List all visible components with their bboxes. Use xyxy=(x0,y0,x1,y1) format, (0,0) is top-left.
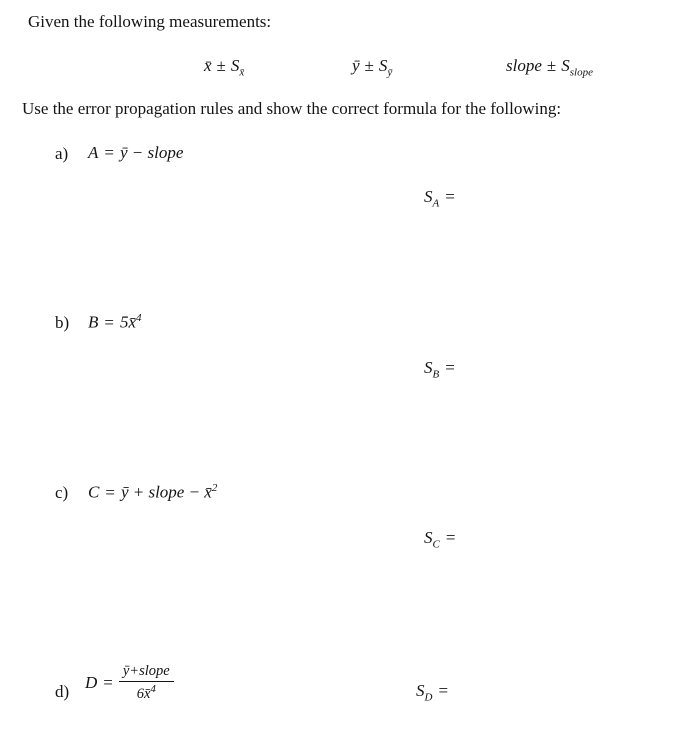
problem-a-s-base: S xyxy=(424,187,433,206)
problem-d-s-sub: D xyxy=(424,691,433,704)
problem-d-lhs: D xyxy=(85,672,98,692)
plus-minus-sign: ± xyxy=(364,56,374,75)
problem-b-s-base: S xyxy=(424,358,433,377)
measurement-slope-uncertainty: S xyxy=(561,56,570,75)
problem-d-answer-label xyxy=(416,681,448,703)
problem-d-s-base: S xyxy=(416,681,425,700)
problem-b-label: b) xyxy=(55,313,70,332)
measurement-y-value: ȳ xyxy=(352,56,360,75)
problem-a-lhs: A xyxy=(88,143,99,162)
problem-d-formula xyxy=(85,662,174,703)
problem-d-fraction xyxy=(119,662,174,703)
problem-c-formula xyxy=(88,482,217,503)
intro-text: Given the following measurements: xyxy=(28,12,272,31)
problem-d-label: d) xyxy=(55,682,70,701)
measurement-y-uncertainty-sub: ȳ xyxy=(387,66,393,79)
equals-sign: = xyxy=(104,312,114,332)
problem-c-rhs: ȳ + slope − x̄ xyxy=(120,482,212,502)
problem-d-denominator-base: 6x̄ xyxy=(136,685,151,702)
problem-b-rhs: 5x̄ xyxy=(119,312,137,332)
measurement-slope-uncertainty-sub: slope xyxy=(569,66,593,79)
equals-sign: = xyxy=(103,672,113,692)
problem-d-denominator-exponent: 4 xyxy=(150,683,156,696)
problem-b-rhs-exponent: 4 xyxy=(136,312,142,324)
equals-sign: = xyxy=(104,143,114,162)
instruction-text: Use the error propagation rules and show the correct formula for the following: xyxy=(22,99,562,118)
plus-minus-sign: ± xyxy=(216,56,226,75)
problem-c-answer-label xyxy=(424,528,455,550)
measurement-y-uncertainty: S xyxy=(378,56,388,75)
problem-a-answer-label xyxy=(424,187,455,209)
measurement-y xyxy=(352,56,392,78)
problem-b-answer-label xyxy=(424,358,455,380)
problem-c-lhs: C xyxy=(88,482,100,502)
measurement-slope-value: slope xyxy=(506,56,542,75)
measurement-x-value: x̄ xyxy=(204,56,212,75)
problem-c-s-base: S xyxy=(424,528,433,547)
problem-c-rhs-exponent: 2 xyxy=(211,482,218,494)
plus-minus-sign: ± xyxy=(546,56,557,75)
equals-sign: = xyxy=(445,528,456,547)
problem-c-s-sub: C xyxy=(432,538,440,551)
equals-sign: = xyxy=(438,681,449,700)
equals-sign: = xyxy=(445,187,455,206)
problem-a-label: a) xyxy=(55,144,69,163)
equals-sign: = xyxy=(105,482,115,502)
problem-b-s-sub: B xyxy=(432,368,440,381)
measurement-x-uncertainty-sub: x̄ xyxy=(239,66,245,79)
problem-a-rhs: ȳ − slope xyxy=(119,143,184,162)
problem-a-formula xyxy=(88,143,183,163)
problem-d-numerator: ȳ+slope xyxy=(119,662,174,682)
measurement-x xyxy=(204,56,244,78)
problem-b-formula xyxy=(88,312,142,333)
measurement-x-uncertainty: S xyxy=(230,56,240,75)
problem-a-s-sub: A xyxy=(432,197,440,210)
equals-sign: = xyxy=(445,358,455,377)
problem-d-denominator xyxy=(137,682,156,703)
measurement-slope xyxy=(506,56,593,78)
problem-b-lhs: B xyxy=(88,312,99,332)
problem-c-label: c) xyxy=(55,483,69,502)
